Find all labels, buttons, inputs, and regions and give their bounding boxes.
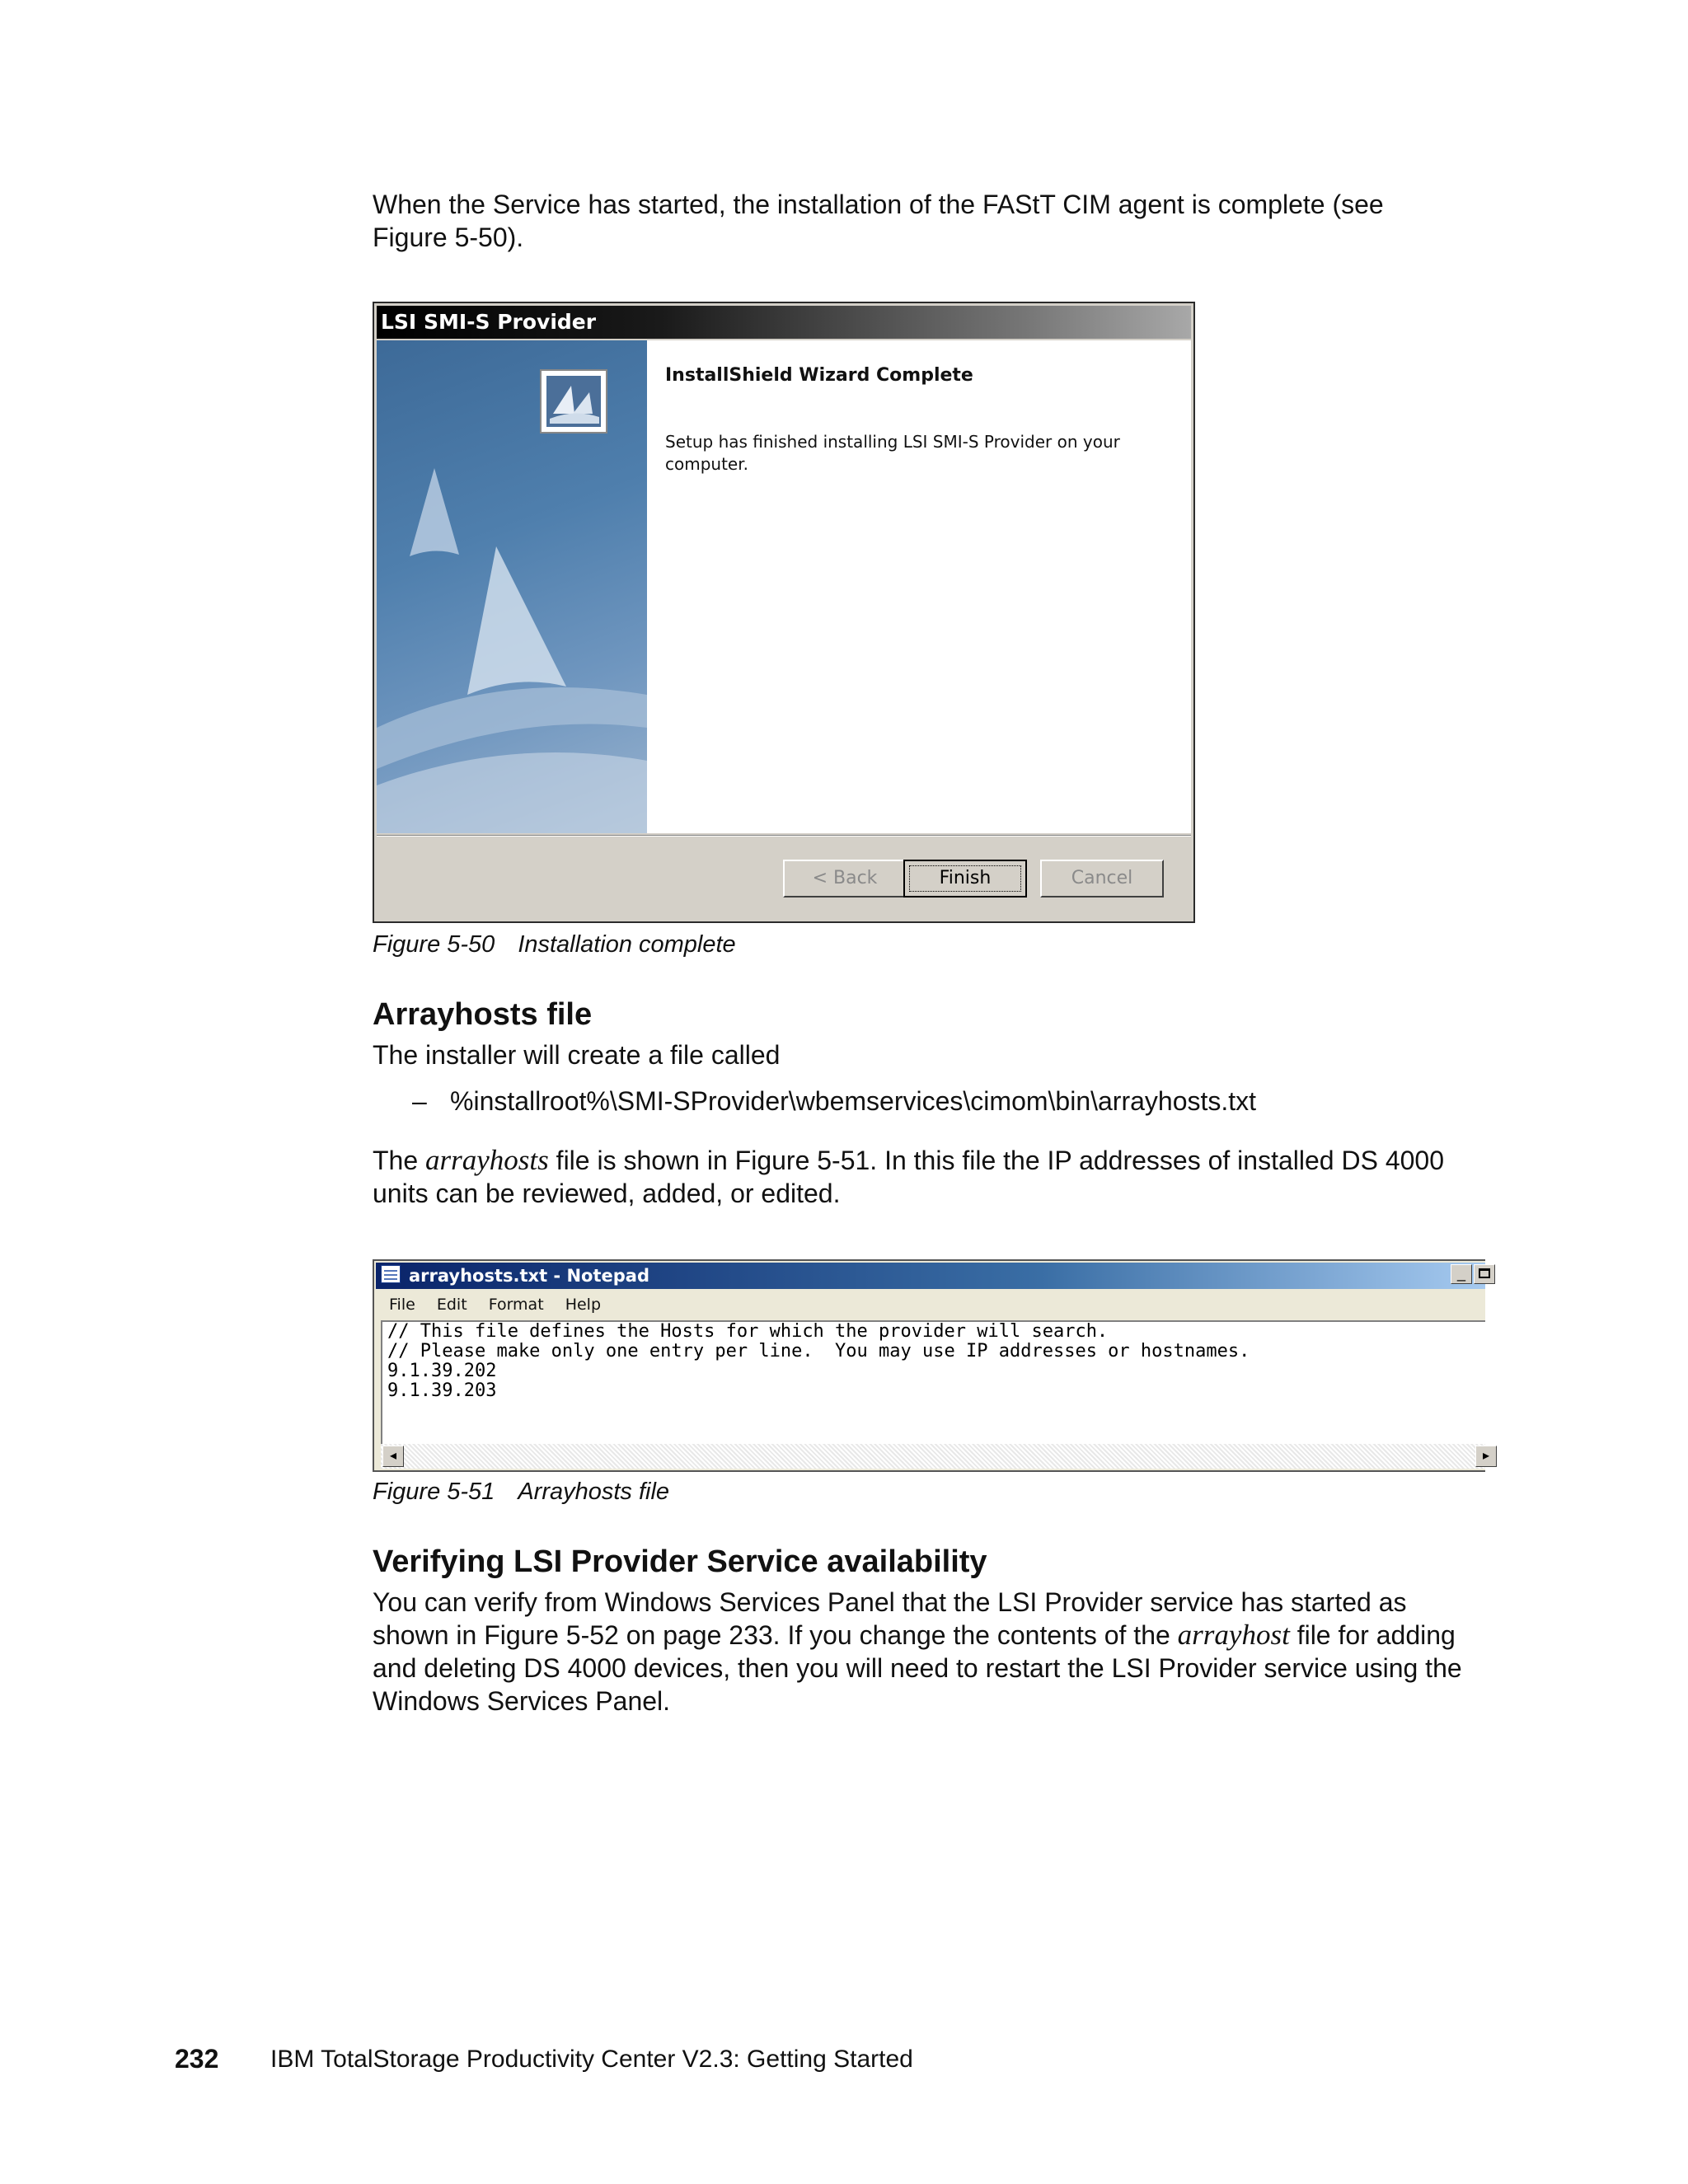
arrayhosts-path: %installroot%\SMI-SProvider\wbemservices\cimom\bin\arrayhosts.txt xyxy=(450,1086,1257,1116)
section-heading-arrayhosts: Arrayhosts file xyxy=(373,997,593,1032)
text-line: 9.1.39.202 xyxy=(387,1361,497,1381)
text-run: The xyxy=(373,1146,426,1175)
figure-number: Figure 5-51 xyxy=(373,1479,495,1505)
text-run: Windows Services Panel. xyxy=(373,1686,671,1716)
notepad-menu-bar xyxy=(376,1291,1485,1319)
installer-dialog xyxy=(373,302,1195,923)
figure-5-51-caption xyxy=(373,1477,669,1507)
text-run: file is shown in Figure 5-51. In this file the IP addresses of installed DS 4000 xyxy=(548,1146,1444,1175)
menu-edit[interactable]: Edit xyxy=(436,1296,467,1314)
text-line: // Please make only one entry per line. You may use IP addresses or hostnames. xyxy=(387,1341,1250,1361)
figure-title: Installation complete xyxy=(518,931,736,958)
maximize-icon[interactable] xyxy=(1474,1264,1495,1284)
horizontal-scrollbar[interactable] xyxy=(381,1444,1490,1469)
dialog-title: LSI SMI-S Provider xyxy=(377,306,1191,339)
arrayhosts-intro: The installer will create a file called xyxy=(373,1040,781,1070)
text-run: and deleting DS 4000 devices, then you will need to restart the LSI Provider service using the xyxy=(373,1653,1462,1683)
intro-line-2: Figure 5-50). xyxy=(373,223,524,252)
filename-emphasis: arrayhost xyxy=(1177,1619,1290,1651)
text-run: You can verify from Windows Services Panel that the LSI Provider service has started as xyxy=(373,1587,1407,1617)
section-heading-verify: Verifying LSI Provider Service availability xyxy=(373,1544,987,1579)
dialog-separator xyxy=(377,835,1191,837)
installshield-logo-icon xyxy=(540,369,607,434)
wizard-content-panel xyxy=(647,340,1191,833)
text-run: units can be reviewed, added, or edited. xyxy=(373,1179,841,1208)
text-run: shown in Figure 5-52 on page 233. If you change the contents of the xyxy=(373,1620,1178,1650)
book-title: IBM TotalStorage Productivity Center V2.3: Getting Started xyxy=(270,2046,913,2073)
menu-file[interactable]: File xyxy=(389,1296,415,1314)
scroll-left-arrow-icon[interactable]: ◂ xyxy=(382,1446,404,1467)
notepad-text-area[interactable] xyxy=(381,1320,1485,1444)
menu-format[interactable]: Format xyxy=(488,1296,544,1314)
intro-line-1: When the Service has started, the installation of the FAStT CIM agent is complete (see xyxy=(373,190,1384,219)
minimize-button[interactable]: _ xyxy=(1451,1264,1472,1284)
text-run: file for adding xyxy=(1289,1620,1456,1650)
text-line: 9.1.39.203 xyxy=(387,1380,497,1401)
notepad-title-bar xyxy=(376,1263,1485,1289)
bullet-item xyxy=(412,1085,1256,1118)
notepad-window xyxy=(373,1259,1490,1472)
wizard-message: Setup has finished installing LSI SMI-S Provider on your computer. xyxy=(665,432,1120,474)
back-button[interactable]: < Back xyxy=(783,860,907,898)
figure-title: Arrayhosts file xyxy=(518,1479,670,1505)
bullet-dash: – xyxy=(412,1086,427,1116)
arrayhosts-description xyxy=(373,1144,1493,1210)
wizard-heading: InstallShield Wizard Complete xyxy=(665,365,973,386)
wizard-side-banner xyxy=(377,340,647,833)
figure-5-50-caption xyxy=(373,930,736,959)
figure-number: Figure 5-50 xyxy=(373,931,495,958)
filename-emphasis: arrayhosts xyxy=(425,1144,549,1176)
notepad-app-icon xyxy=(381,1265,401,1283)
menu-help[interactable]: Help xyxy=(565,1296,602,1314)
finish-button-label: Finish xyxy=(909,865,1021,892)
finish-button[interactable] xyxy=(903,860,1027,898)
verify-paragraph xyxy=(373,1586,1493,1718)
page-number: 232 xyxy=(175,2044,219,2074)
notepad-title: arrayhosts.txt - Notepad xyxy=(409,1266,649,1286)
intro-paragraph xyxy=(373,188,1493,254)
scroll-right-arrow-icon[interactable]: ▸ xyxy=(1475,1446,1497,1467)
cancel-button[interactable]: Cancel xyxy=(1040,860,1164,898)
text-line: // This file defines the Hosts for which the provider will search. xyxy=(387,1321,1109,1342)
